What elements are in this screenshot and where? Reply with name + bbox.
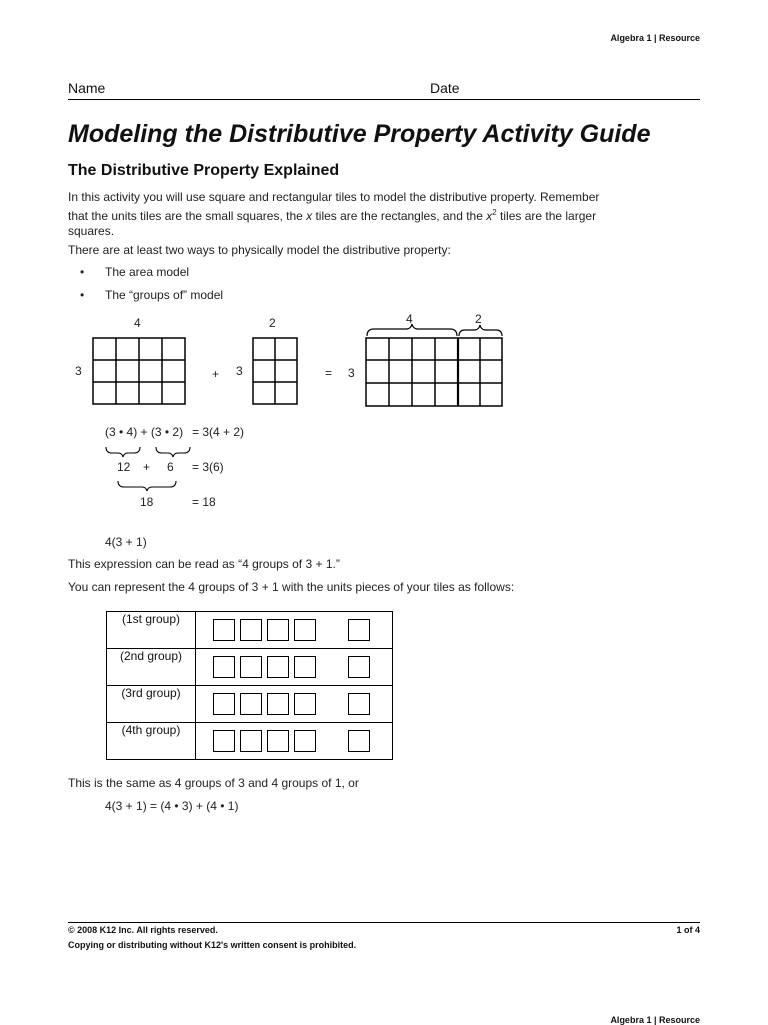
unit-tile <box>213 619 235 641</box>
area-top-4: 4 <box>134 316 141 330</box>
groups-table <box>106 611 393 760</box>
section-heading: The Distributive Property Explained <box>68 162 340 179</box>
unit-tile <box>240 693 262 715</box>
copy-notice: Copying or distributing without K12's written consent is prohibited. <box>68 940 357 950</box>
unit-tile <box>294 619 316 641</box>
table-row <box>107 612 393 649</box>
course-header: Algebra 1 | Resource <box>610 33 700 43</box>
unit-tile <box>294 656 316 678</box>
unit-tile <box>348 693 370 715</box>
group-label: (3rd group) <box>107 686 196 723</box>
table-row <box>107 723 393 760</box>
equation-3-right: = 18 <box>192 495 216 509</box>
area-top-2: 2 <box>269 316 276 330</box>
group-label: (2nd group) <box>107 649 196 686</box>
bullet-item: • <box>80 288 85 302</box>
equation-2-twelve: 12 <box>117 460 131 474</box>
grid-3-by-6 <box>366 338 502 406</box>
unit-tile <box>240 656 262 678</box>
area-mid-3: 3 <box>236 364 243 378</box>
unit-tile <box>240 619 262 641</box>
final-equation: 4(3 + 1) = (4 • 3) + (4 • 1) <box>105 799 239 813</box>
intro-line-3: squares. <box>68 224 115 238</box>
unit-tile <box>240 730 262 752</box>
equation-2-plus: + <box>143 460 151 474</box>
group-label: (4th group) <box>107 723 196 760</box>
unit-tile <box>213 693 235 715</box>
group-tiles <box>196 612 393 649</box>
group-label: (1st group) <box>107 612 196 649</box>
represent-text: You can represent the 4 groups of 3 + 1 with the units pieces of your tiles as follows: <box>68 580 515 594</box>
ways-text: There are at least two ways to physically model the distributive property: <box>68 243 451 257</box>
equation-1-left: (3 • 4) + (3 • 2) <box>105 425 184 439</box>
name-label: Name <box>68 80 106 96</box>
unit-tile <box>267 693 289 715</box>
page-number: 1 of 4 <box>676 925 700 935</box>
unit-tile <box>348 730 370 752</box>
area-brace-4: 4 <box>406 312 413 326</box>
equation-3-eighteen: 18 <box>140 495 154 509</box>
bullet-groups-model: The “groups of” model <box>105 288 224 302</box>
read-as-text: This expression can be read as “4 groups of 3 + 1.” <box>68 557 340 571</box>
copyright: © 2008 K12 Inc. All rights reserved. <box>68 925 218 935</box>
table-row <box>107 686 393 723</box>
page-title: Modeling the Distributive Property Activity Guide <box>68 120 651 148</box>
next-page-header: Algebra 1 | Resource <box>610 1015 700 1025</box>
date-label: Date <box>430 80 460 96</box>
brace-two <box>459 325 502 336</box>
group-tiles <box>196 686 393 723</box>
grid-3-by-2 <box>253 338 297 404</box>
unit-tile <box>348 656 370 678</box>
bullet-area-model: The area model <box>105 265 190 279</box>
table-row <box>107 649 393 686</box>
bullet-item: • <box>80 265 85 279</box>
header-rule <box>68 99 700 100</box>
unit-tile <box>213 730 235 752</box>
unit-tile <box>267 656 289 678</box>
grid-3-by-4 <box>93 338 185 404</box>
area-left-3: 3 <box>75 364 82 378</box>
intro-line-1: In this activity you will use square and rectangular tiles to model the distributive property. Remember <box>68 190 600 204</box>
unit-tile <box>348 619 370 641</box>
area-equals: = <box>325 366 333 380</box>
group-tiles <box>196 723 393 760</box>
unit-tile <box>294 693 316 715</box>
intro-line-2: that the units tiles are the small squares, the x tiles are the rectangles, and the $x^2$ tiles are the larger <box>68 208 597 223</box>
brace-four <box>367 324 457 336</box>
groups-expression: 4(3 + 1) <box>105 535 147 549</box>
unit-tile <box>267 619 289 641</box>
equation-2-right: = 3(6) <box>192 460 224 474</box>
area-brace-2: 2 <box>475 312 482 326</box>
area-model-diagram <box>60 305 520 410</box>
same-as-text: This is the same as 4 groups of 3 and 4 groups of 1, or <box>68 776 359 790</box>
unit-tile <box>294 730 316 752</box>
equation-1-right: = 3(4 + 2) <box>192 425 245 439</box>
intro-paragraph <box>68 190 708 239</box>
area-right-3: 3 <box>348 366 355 380</box>
area-plus: + <box>212 367 220 381</box>
unit-tile <box>267 730 289 752</box>
equation-2-six: 6 <box>167 460 174 474</box>
unit-tile <box>213 656 235 678</box>
footer-rule <box>68 922 700 923</box>
group-tiles <box>196 649 393 686</box>
